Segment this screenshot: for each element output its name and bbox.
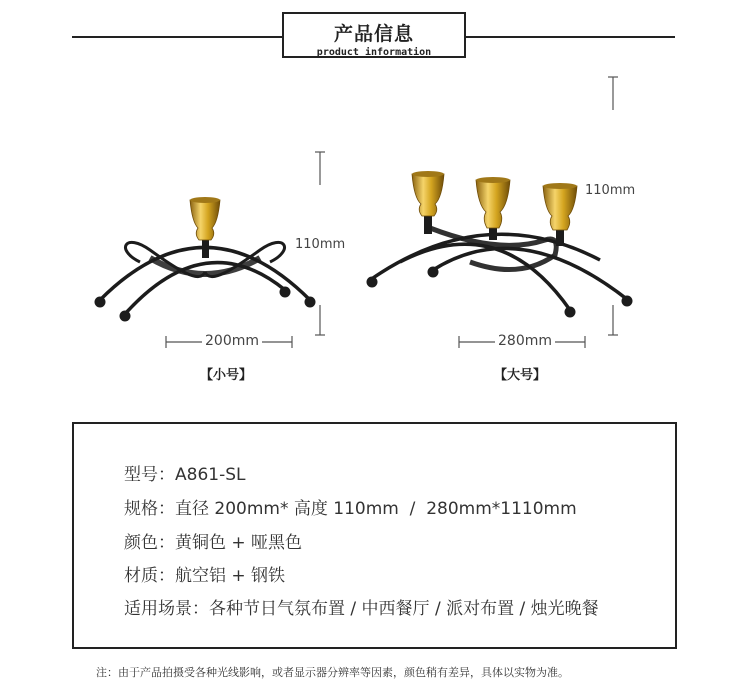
footer-note: 注：由于产品拍摄受各种光线影响，或者显示器分辨率等因素，颜色稍有差异，具体以实物为准。: [96, 666, 569, 679]
spec-usage: [124, 594, 599, 619]
spec-color: [124, 528, 302, 553]
spec-size-value: 直径 200mm* 高度 110mm / 280mm*1110mm: [175, 499, 577, 519]
spec-color-value: 黄铜色 + 哑黑色: [175, 533, 303, 553]
spec-model-value: A861-SL: [175, 465, 246, 485]
large-dimension-lines: [459, 77, 618, 348]
small-candle-holder-image: [95, 197, 316, 322]
spec-usage-value: 各种节日气氛布置 / 中西餐厅 / 派对布置 / 烛光晚餐: [209, 599, 599, 619]
spec-material-value: 航空铝 + 钢铁: [175, 566, 286, 586]
large-size-name: 【大号】: [494, 368, 547, 383]
large-height-label: 110mm: [585, 183, 636, 198]
small-size-name: 【小号】: [200, 368, 253, 383]
large-width-label: 280mm: [495, 333, 555, 349]
spec-size: [124, 494, 577, 519]
spec-usage-label: 适用场景：: [124, 599, 209, 619]
spec-box: [72, 422, 677, 649]
spec-color-label: 颜色：: [124, 533, 175, 553]
spec-model: [124, 460, 245, 485]
spec-size-label: 规格：: [124, 499, 175, 519]
section-title: 产品信息: [333, 23, 414, 45]
section-subtitle: product information: [316, 47, 432, 58]
small-height-label: 110mm: [295, 237, 346, 252]
spec-model-label: 型号：: [124, 465, 175, 485]
spec-material-label: 材质：: [124, 566, 175, 586]
small-width-label: 200mm: [202, 333, 262, 349]
spec-material: [124, 561, 285, 586]
